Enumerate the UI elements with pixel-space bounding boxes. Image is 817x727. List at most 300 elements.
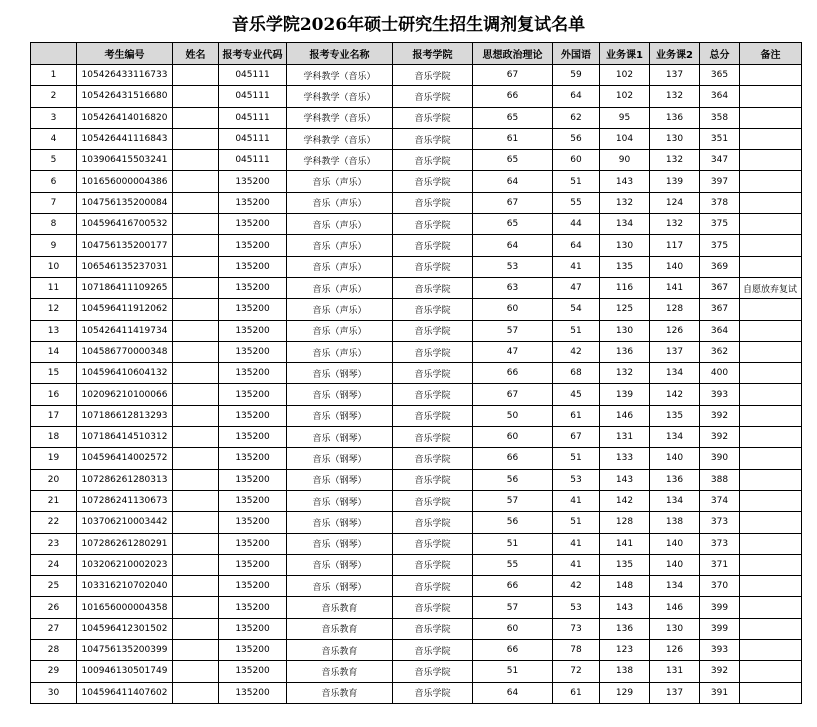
subject-2-score: 140 xyxy=(650,256,700,277)
subject-2-score: 117 xyxy=(650,235,700,256)
school-name: 音乐学院 xyxy=(393,235,473,256)
table-row xyxy=(31,682,802,703)
politics-score: 65 xyxy=(473,107,553,128)
exam-id: 105426433116733 xyxy=(77,65,173,86)
school-name: 音乐学院 xyxy=(393,661,473,682)
candidate-name xyxy=(173,512,219,533)
exam-id: 100946130501749 xyxy=(77,661,173,682)
major-code: 045111 xyxy=(219,107,287,128)
candidate-name xyxy=(173,86,219,107)
exam-id: 104756135200177 xyxy=(77,235,173,256)
language-score: 60 xyxy=(553,150,600,171)
total-score: 371 xyxy=(700,554,740,575)
table-row xyxy=(31,214,802,235)
total-score: 391 xyxy=(700,682,740,703)
language-score: 73 xyxy=(553,618,600,639)
major-name: 学科教学（音乐） xyxy=(287,150,393,171)
remark xyxy=(740,363,802,384)
language-score: 41 xyxy=(553,490,600,511)
major-name: 音乐教育 xyxy=(287,618,393,639)
major-code: 135200 xyxy=(219,512,287,533)
major-code: 135200 xyxy=(219,618,287,639)
remark xyxy=(740,427,802,448)
major-name: 音乐（钢琴） xyxy=(287,384,393,405)
school-name: 音乐学院 xyxy=(393,192,473,213)
table-row xyxy=(31,128,802,149)
major-name: 音乐（声乐） xyxy=(287,341,393,362)
table-row xyxy=(31,341,802,362)
subject-2-score: 137 xyxy=(650,682,700,703)
subject-1-score: 104 xyxy=(600,128,650,149)
exam-id: 101656000004358 xyxy=(77,597,173,618)
major-name: 音乐教育 xyxy=(287,661,393,682)
exam-id: 103316210702040 xyxy=(77,576,173,597)
major-name: 音乐（钢琴） xyxy=(287,576,393,597)
subject-2-score: 135 xyxy=(650,405,700,426)
remark xyxy=(740,128,802,149)
table-row xyxy=(31,150,802,171)
table-row xyxy=(31,192,802,213)
language-score: 53 xyxy=(553,597,600,618)
language-score: 41 xyxy=(553,554,600,575)
politics-score: 53 xyxy=(473,256,553,277)
language-score: 67 xyxy=(553,427,600,448)
major-code: 135200 xyxy=(219,490,287,511)
page-title: 音乐学院2026年硕士研究生招生调剂复试名单 xyxy=(231,15,586,35)
exam-id: 107286261280313 xyxy=(77,469,173,490)
major-code: 135200 xyxy=(219,214,287,235)
row-index: 30 xyxy=(31,682,77,703)
candidate-name xyxy=(173,192,219,213)
remark xyxy=(740,469,802,490)
subject-1-score: 130 xyxy=(600,235,650,256)
exam-id: 105426411419734 xyxy=(77,320,173,341)
subject-1-score: 138 xyxy=(600,661,650,682)
candidate-name xyxy=(173,384,219,405)
row-index: 27 xyxy=(31,618,77,639)
subject-1-score: 133 xyxy=(600,448,650,469)
remark xyxy=(740,384,802,405)
major-code: 135200 xyxy=(219,299,287,320)
col-header-major-code: 报考专业代码 xyxy=(219,43,287,65)
exam-id: 104596411407602 xyxy=(77,682,173,703)
major-code: 135200 xyxy=(219,256,287,277)
total-score: 347 xyxy=(700,150,740,171)
major-code: 135200 xyxy=(219,533,287,554)
politics-score: 56 xyxy=(473,469,553,490)
row-index: 18 xyxy=(31,427,77,448)
politics-score: 64 xyxy=(473,235,553,256)
remark xyxy=(740,448,802,469)
major-code: 045111 xyxy=(219,86,287,107)
candidate-name xyxy=(173,469,219,490)
politics-score: 51 xyxy=(473,533,553,554)
total-score: 399 xyxy=(700,618,740,639)
subject-1-score: 132 xyxy=(600,363,650,384)
major-code: 045111 xyxy=(219,128,287,149)
language-score: 51 xyxy=(553,320,600,341)
major-name: 学科教学（音乐） xyxy=(287,86,393,107)
language-score: 64 xyxy=(553,86,600,107)
major-name: 学科教学（音乐） xyxy=(287,128,393,149)
subject-1-score: 129 xyxy=(600,682,650,703)
candidate-name xyxy=(173,640,219,661)
politics-score: 47 xyxy=(473,341,553,362)
total-score: 358 xyxy=(700,107,740,128)
exam-id: 104756135200399 xyxy=(77,640,173,661)
language-score: 45 xyxy=(553,384,600,405)
major-code: 135200 xyxy=(219,554,287,575)
major-code: 045111 xyxy=(219,65,287,86)
remark xyxy=(740,150,802,171)
subject-2-score: 140 xyxy=(650,554,700,575)
total-score: 392 xyxy=(700,661,740,682)
major-name: 音乐（声乐） xyxy=(287,320,393,341)
remark xyxy=(740,320,802,341)
politics-score: 67 xyxy=(473,384,553,405)
row-index: 26 xyxy=(31,597,77,618)
total-score: 367 xyxy=(700,299,740,320)
politics-score: 61 xyxy=(473,128,553,149)
politics-score: 57 xyxy=(473,490,553,511)
total-score: 369 xyxy=(700,256,740,277)
row-index: 2 xyxy=(31,86,77,107)
major-name: 音乐（钢琴） xyxy=(287,512,393,533)
candidate-name xyxy=(173,214,219,235)
language-score: 78 xyxy=(553,640,600,661)
table-row xyxy=(31,256,802,277)
candidate-name xyxy=(173,256,219,277)
candidate-name xyxy=(173,661,219,682)
remark xyxy=(740,107,802,128)
exam-id: 105426414016820 xyxy=(77,107,173,128)
school-name: 音乐学院 xyxy=(393,320,473,341)
col-header-name: 姓名 xyxy=(173,43,219,65)
total-score: 365 xyxy=(700,65,740,86)
row-index: 29 xyxy=(31,661,77,682)
remark xyxy=(740,192,802,213)
school-name: 音乐学院 xyxy=(393,533,473,554)
subject-2-score: 126 xyxy=(650,320,700,341)
subject-1-score: 102 xyxy=(600,65,650,86)
row-index: 9 xyxy=(31,235,77,256)
major-name: 音乐（钢琴） xyxy=(287,427,393,448)
language-score: 44 xyxy=(553,214,600,235)
language-score: 42 xyxy=(553,576,600,597)
major-code: 135200 xyxy=(219,427,287,448)
total-score: 370 xyxy=(700,576,740,597)
table-row xyxy=(31,405,802,426)
table-row xyxy=(31,597,802,618)
subject-1-score: 116 xyxy=(600,277,650,298)
total-score: 392 xyxy=(700,405,740,426)
major-name: 学科教学（音乐） xyxy=(287,65,393,86)
remark: 自愿放弃复试 xyxy=(740,277,802,298)
table-row xyxy=(31,640,802,661)
major-name: 音乐（声乐） xyxy=(287,171,393,192)
major-code: 135200 xyxy=(219,277,287,298)
table-row xyxy=(31,384,802,405)
row-index: 14 xyxy=(31,341,77,362)
language-score: 64 xyxy=(553,235,600,256)
table-row xyxy=(31,448,802,469)
school-name: 音乐学院 xyxy=(393,171,473,192)
major-code: 135200 xyxy=(219,405,287,426)
language-score: 51 xyxy=(553,448,600,469)
politics-score: 57 xyxy=(473,320,553,341)
politics-score: 51 xyxy=(473,661,553,682)
remark xyxy=(740,405,802,426)
remark xyxy=(740,576,802,597)
candidate-name xyxy=(173,107,219,128)
subject-1-score: 130 xyxy=(600,320,650,341)
row-index: 24 xyxy=(31,554,77,575)
subject-1-score: 146 xyxy=(600,405,650,426)
major-code: 135200 xyxy=(219,597,287,618)
language-score: 68 xyxy=(553,363,600,384)
row-index: 3 xyxy=(31,107,77,128)
subject-1-score: 95 xyxy=(600,107,650,128)
row-index: 7 xyxy=(31,192,77,213)
table-row xyxy=(31,65,802,86)
language-score: 72 xyxy=(553,661,600,682)
table-row xyxy=(31,661,802,682)
language-score: 55 xyxy=(553,192,600,213)
row-index: 15 xyxy=(31,363,77,384)
row-index: 12 xyxy=(31,299,77,320)
politics-score: 67 xyxy=(473,192,553,213)
language-score: 51 xyxy=(553,512,600,533)
school-name: 音乐学院 xyxy=(393,384,473,405)
subject-2-score: 138 xyxy=(650,512,700,533)
school-name: 音乐学院 xyxy=(393,469,473,490)
school-name: 音乐学院 xyxy=(393,86,473,107)
exam-id: 107286261280291 xyxy=(77,533,173,554)
remark xyxy=(740,490,802,511)
major-code: 135200 xyxy=(219,320,287,341)
subject-1-score: 134 xyxy=(600,214,650,235)
table-row xyxy=(31,576,802,597)
col-header-school: 报考学院 xyxy=(393,43,473,65)
total-score: 364 xyxy=(700,86,740,107)
subject-2-score: 137 xyxy=(650,341,700,362)
table-row xyxy=(31,512,802,533)
subject-2-score: 136 xyxy=(650,469,700,490)
row-index: 19 xyxy=(31,448,77,469)
exam-id: 104596412301502 xyxy=(77,618,173,639)
col-header-total: 总分 xyxy=(700,43,740,65)
subject-2-score: 134 xyxy=(650,576,700,597)
exam-id: 104586770000348 xyxy=(77,341,173,362)
school-name: 音乐学院 xyxy=(393,640,473,661)
school-name: 音乐学院 xyxy=(393,256,473,277)
subject-1-score: 143 xyxy=(600,597,650,618)
remark xyxy=(740,533,802,554)
subject-2-score: 134 xyxy=(650,490,700,511)
remark xyxy=(740,299,802,320)
subject-2-score: 146 xyxy=(650,597,700,618)
subject-1-score: 132 xyxy=(600,192,650,213)
table-row xyxy=(31,107,802,128)
subject-1-score: 143 xyxy=(600,469,650,490)
politics-score: 64 xyxy=(473,682,553,703)
major-code: 135200 xyxy=(219,384,287,405)
row-index: 16 xyxy=(31,384,77,405)
total-score: 373 xyxy=(700,533,740,554)
remark xyxy=(740,661,802,682)
subject-1-score: 90 xyxy=(600,150,650,171)
col-header-subject-1: 业务课1 xyxy=(600,43,650,65)
major-name: 音乐（钢琴） xyxy=(287,405,393,426)
school-name: 音乐学院 xyxy=(393,150,473,171)
subject-2-score: 132 xyxy=(650,150,700,171)
total-score: 373 xyxy=(700,512,740,533)
school-name: 音乐学院 xyxy=(393,618,473,639)
school-name: 音乐学院 xyxy=(393,427,473,448)
major-code: 135200 xyxy=(219,661,287,682)
remark xyxy=(740,235,802,256)
language-score: 61 xyxy=(553,682,600,703)
header-row xyxy=(31,43,802,65)
subject-2-score: 134 xyxy=(650,427,700,448)
subject-2-score: 134 xyxy=(650,363,700,384)
subject-2-score: 130 xyxy=(650,618,700,639)
row-index: 6 xyxy=(31,171,77,192)
major-code: 135200 xyxy=(219,341,287,362)
school-name: 音乐学院 xyxy=(393,490,473,511)
major-name: 音乐教育 xyxy=(287,597,393,618)
candidate-name xyxy=(173,128,219,149)
language-score: 53 xyxy=(553,469,600,490)
major-name: 音乐（声乐） xyxy=(287,192,393,213)
total-score: 388 xyxy=(700,469,740,490)
candidate-name xyxy=(173,171,219,192)
col-header-major-name: 报考专业名称 xyxy=(287,43,393,65)
candidate-name xyxy=(173,235,219,256)
major-code: 135200 xyxy=(219,469,287,490)
school-name: 音乐学院 xyxy=(393,341,473,362)
school-name: 音乐学院 xyxy=(393,214,473,235)
major-code: 135200 xyxy=(219,235,287,256)
subject-1-score: 131 xyxy=(600,427,650,448)
candidate-name xyxy=(173,299,219,320)
candidate-name xyxy=(173,65,219,86)
major-name: 音乐教育 xyxy=(287,640,393,661)
major-name: 音乐（钢琴） xyxy=(287,363,393,384)
exam-id: 107186612813293 xyxy=(77,405,173,426)
language-score: 54 xyxy=(553,299,600,320)
remark xyxy=(740,512,802,533)
candidate-table xyxy=(30,42,802,704)
language-score: 62 xyxy=(553,107,600,128)
subject-1-score: 123 xyxy=(600,640,650,661)
politics-score: 63 xyxy=(473,277,553,298)
row-index: 21 xyxy=(31,490,77,511)
school-name: 音乐学院 xyxy=(393,299,473,320)
subject-1-score: 136 xyxy=(600,341,650,362)
politics-score: 50 xyxy=(473,405,553,426)
politics-score: 66 xyxy=(473,86,553,107)
subject-1-score: 102 xyxy=(600,86,650,107)
remark xyxy=(740,171,802,192)
row-index: 22 xyxy=(31,512,77,533)
language-score: 42 xyxy=(553,341,600,362)
row-index: 4 xyxy=(31,128,77,149)
total-score: 399 xyxy=(700,597,740,618)
remark xyxy=(740,256,802,277)
school-name: 音乐学院 xyxy=(393,576,473,597)
politics-score: 57 xyxy=(473,597,553,618)
school-name: 音乐学院 xyxy=(393,65,473,86)
politics-score: 56 xyxy=(473,512,553,533)
subject-2-score: 132 xyxy=(650,214,700,235)
politics-score: 66 xyxy=(473,363,553,384)
major-code: 135200 xyxy=(219,192,287,213)
table-row xyxy=(31,363,802,384)
major-name: 音乐（声乐） xyxy=(287,235,393,256)
politics-score: 60 xyxy=(473,299,553,320)
remark xyxy=(740,597,802,618)
politics-score: 66 xyxy=(473,448,553,469)
total-score: 362 xyxy=(700,341,740,362)
major-name: 音乐（钢琴） xyxy=(287,448,393,469)
total-score: 392 xyxy=(700,427,740,448)
major-name: 音乐（声乐） xyxy=(287,277,393,298)
exam-id: 101656000004386 xyxy=(77,171,173,192)
major-name: 音乐（声乐） xyxy=(287,214,393,235)
table-body xyxy=(31,65,802,704)
major-code: 135200 xyxy=(219,682,287,703)
major-name: 学科教学（音乐） xyxy=(287,107,393,128)
exam-id: 104596410604132 xyxy=(77,363,173,384)
candidate-name xyxy=(173,576,219,597)
table-row xyxy=(31,554,802,575)
row-index: 25 xyxy=(31,576,77,597)
exam-id: 105426441116843 xyxy=(77,128,173,149)
total-score: 378 xyxy=(700,192,740,213)
exam-id: 104596416700532 xyxy=(77,214,173,235)
subject-2-score: 142 xyxy=(650,384,700,405)
major-code: 135200 xyxy=(219,448,287,469)
major-name: 音乐（钢琴） xyxy=(287,469,393,490)
subject-2-score: 140 xyxy=(650,533,700,554)
exam-id: 102096210100066 xyxy=(77,384,173,405)
subject-2-score: 130 xyxy=(650,128,700,149)
candidate-name xyxy=(173,554,219,575)
candidate-name xyxy=(173,618,219,639)
row-index: 10 xyxy=(31,256,77,277)
total-score: 375 xyxy=(700,214,740,235)
table-row xyxy=(31,469,802,490)
candidate-name xyxy=(173,448,219,469)
school-name: 音乐学院 xyxy=(393,554,473,575)
school-name: 音乐学院 xyxy=(393,277,473,298)
subject-1-score: 143 xyxy=(600,171,650,192)
table-row xyxy=(31,427,802,448)
school-name: 音乐学院 xyxy=(393,128,473,149)
politics-score: 55 xyxy=(473,554,553,575)
school-name: 音乐学院 xyxy=(393,597,473,618)
total-score: 364 xyxy=(700,320,740,341)
total-score: 393 xyxy=(700,640,740,661)
row-index: 17 xyxy=(31,405,77,426)
exam-id: 107286241130673 xyxy=(77,490,173,511)
subject-2-score: 140 xyxy=(650,448,700,469)
remark xyxy=(740,682,802,703)
exam-id: 106546135237031 xyxy=(77,256,173,277)
row-index: 5 xyxy=(31,150,77,171)
major-name: 音乐（钢琴） xyxy=(287,554,393,575)
